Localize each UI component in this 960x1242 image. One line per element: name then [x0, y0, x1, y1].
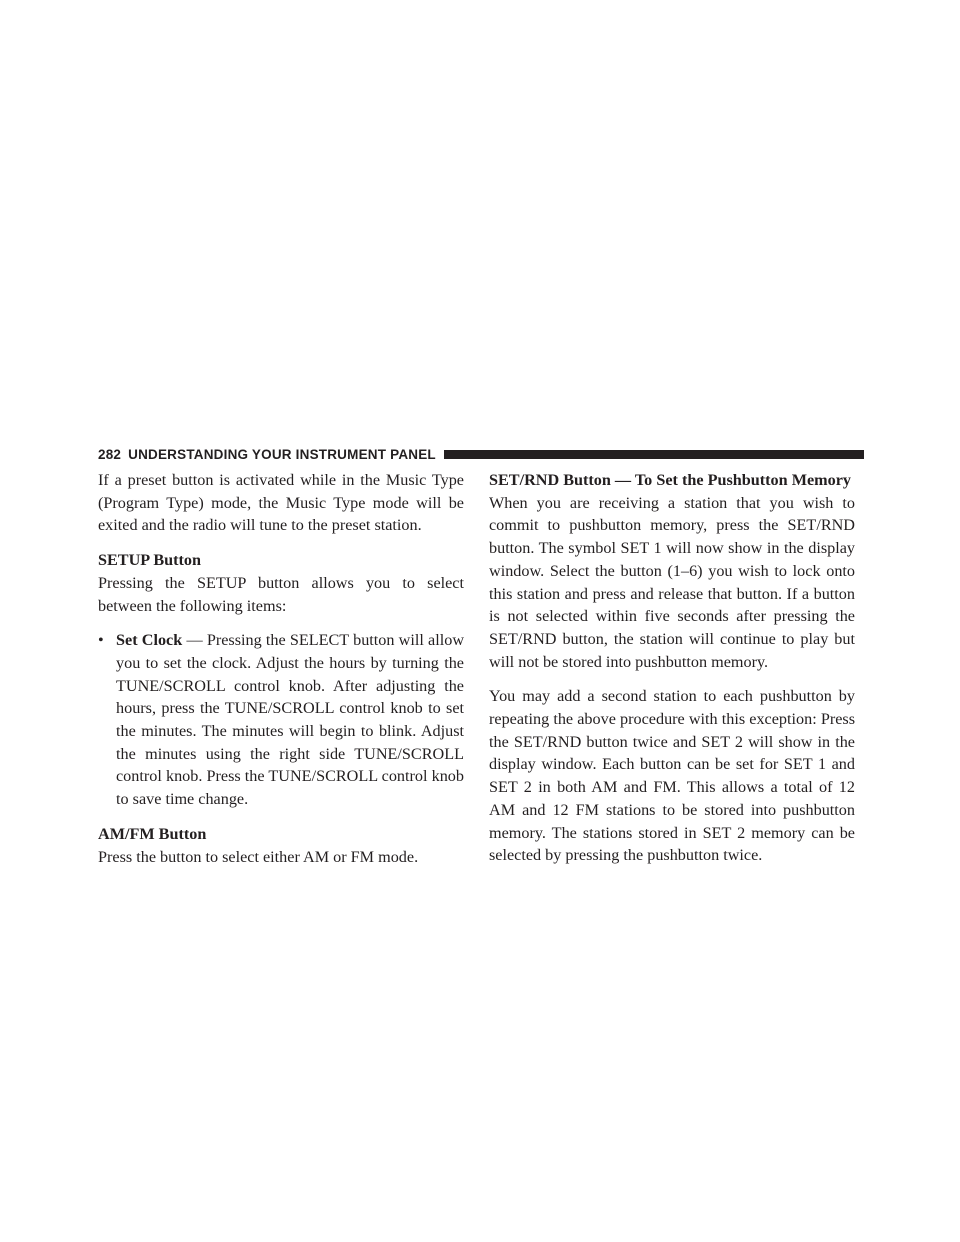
set-rnd-paragraph-2: You may add a second station to each pushbutton by repeating the above procedure with this exception: Press the SET/RND button twice and SET 2 will show in the display window. Each button can be set for SET 1 and SET 2 in both AM and FM. This allows a total of 12 AM and 12 FM stations to be stored into pushbutton memory. The stations stored in SET 2 memory can be selected by pressing the pushbutton twice. [489, 687, 855, 865]
set-rnd-paragraph-1: When you are receiving a station that you wish to commit to pushbutton memory, press the SET/RND button. The symbol SET 1 will now show in the display window. Select the button (1–6) you wish to lock onto this station and press and release that button. If a button is not selected within five seconds after pressing the SET/RND button, the station will continue to play but will not be stored into pushbutton memory. [489, 493, 855, 671]
bullet-marker: • [98, 631, 104, 650]
set-rnd-heading: SET/RND Button — To Set the Pushbutton Memory [489, 471, 852, 489]
page-number: 282 [98, 446, 122, 462]
amfm-paragraph: Press the button to select either AM or FM mode. [98, 847, 419, 866]
set-clock-bullet [98, 629, 464, 811]
amfm-button-heading: AM/FM Button [98, 824, 207, 843]
set-clock-text: — Pressing the SELECT button will allow you to set the clock. Adjust the hours by turning the TUNE/SCROLL control knob. After adjusting the hours, press the TUNE/SCROLL control knob to set the minutes. The minutes will begin to blink. Adjust the minutes using the right side TUNE/SCROLL control knob. Press the TUNE/SCROLL control knob to save time change. [116, 631, 465, 809]
set-clock-term: Set Clock [116, 631, 183, 650]
setup-paragraph: Pressing the SETUP button allows you to select between the following items: [98, 573, 464, 615]
right-column [489, 469, 855, 879]
setup-button-heading: SETUP Button [98, 551, 202, 570]
section-title: UNDERSTANDING YOUR INSTRUMENT PANEL [128, 446, 436, 462]
intro-paragraph: If a preset button is activated while in the Music Type (Program Type) mode, the Music Type mode will be exited and the radio will tune to the preset station. [98, 471, 464, 535]
left-column [98, 469, 464, 880]
header-rule [444, 450, 864, 459]
page-header [98, 446, 864, 462]
